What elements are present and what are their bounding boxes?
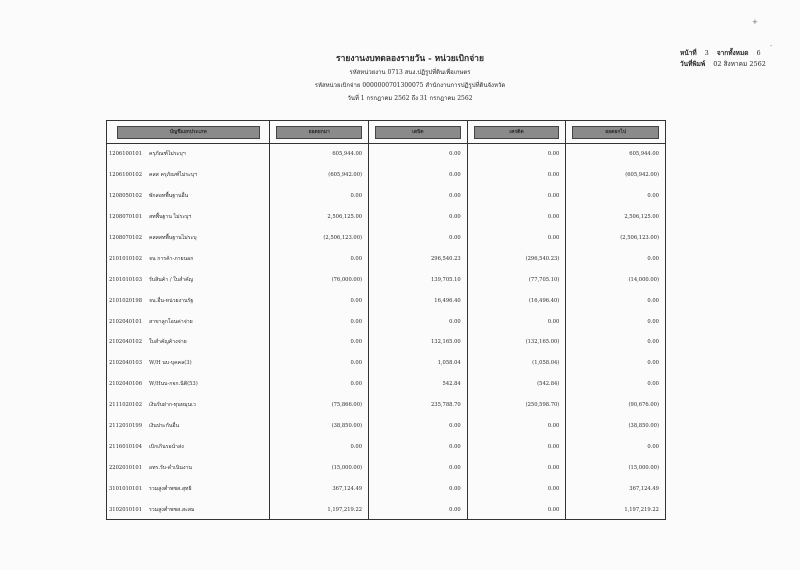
agency-line: รหัสหน่วยงาน 0713 สนง.ปฏิรูปที่ดินเพื่อเกษตร xyxy=(349,69,471,76)
account-name: คสส ครุภัณฑ์ไม่ระบุฯ xyxy=(149,172,198,179)
account-code: 1206100101 xyxy=(109,151,143,158)
amount-cell: (2,506,123.00) xyxy=(323,235,363,241)
amount-cell: 0.00 xyxy=(547,235,560,241)
amount-cell: 0.00 xyxy=(647,381,659,388)
account-name: เงินรับฝาก-ทุนหมุนเว xyxy=(149,402,196,409)
amount-cell: 1,197,219.22 xyxy=(624,506,659,513)
amount-cell: 605,944.00 xyxy=(332,151,363,158)
amount-cell: (250,598.70) xyxy=(525,402,560,409)
account-code: 2101020198 xyxy=(109,297,143,304)
amount-cell: 0.00 xyxy=(547,443,560,450)
account-code: 1208050102 xyxy=(109,193,143,200)
amount-cell: (77,705.10) xyxy=(528,276,560,283)
table-row xyxy=(107,353,269,374)
amount-cell: 0.00 xyxy=(547,506,560,513)
amount-cell: (16,496.40) xyxy=(528,297,560,304)
table-row xyxy=(107,207,269,228)
amount-cell: 0.00 xyxy=(547,464,560,471)
amount-cell: 0.00 xyxy=(449,443,461,450)
header-debit: เดบิต xyxy=(375,126,461,139)
amount-cell: 132,165.00 xyxy=(430,339,461,346)
amount-cell: 0.00 xyxy=(449,235,461,241)
amount-cell: 0.00 xyxy=(449,172,461,179)
amount-cell: 0.00 xyxy=(449,151,461,158)
amount-cell: 542.84 xyxy=(442,381,461,388)
account-code: 1208070101 xyxy=(109,214,143,221)
amount-cell: (75,866.00) xyxy=(331,402,363,409)
amount-cell: 0.00 xyxy=(449,193,461,200)
table-row xyxy=(107,269,269,290)
unit-line: รหัสหน่วยเบิกจ่าย 0000000701300075 สำนักงานการปฏิรูปที่ดินจังหวัด xyxy=(314,82,506,89)
debit-column xyxy=(369,144,468,520)
table-row xyxy=(107,228,269,249)
page-info xyxy=(680,48,766,70)
side-mark: - xyxy=(770,42,773,50)
amount-cell: 367,124.49 xyxy=(629,485,659,492)
table-row xyxy=(107,186,269,207)
account-name: พักสอทพื้นฐานอื่น xyxy=(149,193,189,200)
account-code: 2101010102 xyxy=(109,255,143,262)
account-name: ครุภัณฑ์ไม่ระบุฯ xyxy=(149,151,186,158)
amount-cell: 1,058.04 xyxy=(437,360,461,367)
account-code: 2202010101 xyxy=(109,464,143,471)
amount-cell: (132,165.00) xyxy=(525,339,560,346)
amount-cell: 0.00 xyxy=(449,464,461,471)
amount-cell: 0.00 xyxy=(350,297,363,304)
account-name: รวมสูงต่ำพชส.สะสม xyxy=(149,506,195,513)
table-row xyxy=(107,499,269,520)
table-row xyxy=(107,457,269,478)
account-column xyxy=(107,144,270,520)
account-name: W/Hนบ-กจก.นิติ(53) xyxy=(149,381,198,388)
amount-cell: (2,506,123.00) xyxy=(620,235,659,241)
amount-cell: 0.00 xyxy=(647,443,659,450)
table-row xyxy=(107,416,269,437)
trial-balance-table xyxy=(106,120,666,520)
credit-column xyxy=(468,144,567,520)
amount-cell: (1,058.04) xyxy=(532,360,560,367)
account-code: 1206100102 xyxy=(109,172,143,179)
page-label: หน้าที่ xyxy=(680,49,697,57)
account-code: 2102040103 xyxy=(109,360,143,367)
amount-cell: 0.00 xyxy=(350,339,363,346)
table-header xyxy=(107,121,665,144)
amount-cell: 0.00 xyxy=(449,318,461,325)
account-name: สาขาลูกโอนค่าจ่าย xyxy=(149,318,193,325)
amount-cell: 139,705.10 xyxy=(430,276,461,283)
table-row xyxy=(107,248,269,269)
amount-cell: 296,540.23 xyxy=(430,255,461,262)
table-row xyxy=(107,395,269,416)
account-code: 2102040101 xyxy=(109,318,143,325)
amount-cell: 0.00 xyxy=(350,381,363,388)
account-code: 2102040102 xyxy=(109,339,143,346)
amount-cell: 0.00 xyxy=(449,506,461,513)
table-row xyxy=(107,165,269,186)
amount-cell: 16,496.40 xyxy=(434,297,461,304)
amount-cell: 0.00 xyxy=(350,443,363,450)
amount-cell: 2,506,125.00 xyxy=(327,214,363,221)
report-header xyxy=(220,52,600,105)
table-row xyxy=(107,144,269,165)
date-range: วันที่ 1 กรกฎาคม 2562 ถึง 31 กรกฎาคม 2562 xyxy=(347,95,473,102)
amount-cell: 0.00 xyxy=(647,255,659,262)
account-code: 2111020102 xyxy=(109,402,143,409)
table-body xyxy=(107,144,665,520)
amount-cell: (605,942.00) xyxy=(625,172,659,179)
table-row xyxy=(107,290,269,311)
account-code: 1208070102 xyxy=(109,235,143,241)
header-closing: ยอดยกไป xyxy=(572,126,659,139)
account-name: เงินประกันอื่น xyxy=(149,423,180,430)
amount-cell: (15,000.00) xyxy=(628,464,659,471)
account-name: W/H นบ-บุคคล(3) xyxy=(149,360,192,367)
page-number: 3 xyxy=(704,49,709,57)
account-name: อทร.รับ-ดำเนินงาน xyxy=(149,464,192,471)
amount-cell: 2,506,125.00 xyxy=(624,214,659,221)
account-name: เบิกเกินรอนำส่ง xyxy=(149,443,184,450)
account-code: 2101010103 xyxy=(109,276,143,283)
amount-cell: 0.00 xyxy=(449,214,461,221)
print-date-label: วันที่พิมพ์ xyxy=(680,60,706,68)
amount-cell: 235,788.70 xyxy=(430,402,461,409)
header-opening: ยอดยกมา xyxy=(276,126,362,139)
account-name: สทพื้นฐาน ไม่ระบุฯ xyxy=(149,214,192,221)
header-credit: เครดิต xyxy=(474,126,560,139)
amount-cell: 0.00 xyxy=(547,318,560,325)
amount-cell: 0.00 xyxy=(547,214,560,221)
amount-cell: (542.84) xyxy=(537,381,560,388)
amount-cell: 0.00 xyxy=(350,193,363,200)
amount-cell: 0.00 xyxy=(547,485,560,492)
account-name: คสสสทพื้นฐานไม่ระบุ xyxy=(149,235,197,241)
amount-cell: (296,540.23) xyxy=(525,255,560,262)
amount-cell: 0.00 xyxy=(547,193,560,200)
table-row xyxy=(107,374,269,395)
amount-cell: 0.00 xyxy=(350,255,363,262)
header-account: บัญชีแยกประเภท xyxy=(117,126,260,139)
amount-cell: (15,000.00) xyxy=(331,464,363,471)
report-title: รายงานงบทดลองรายวัน - หน่วยเบิกจ่าย xyxy=(336,54,484,64)
table-row xyxy=(107,478,269,499)
amount-cell: 0.00 xyxy=(547,151,560,158)
account-code: 2102040106 xyxy=(109,381,143,388)
opening-column xyxy=(270,144,369,520)
closing-column xyxy=(566,144,665,520)
account-name: จน การค้า-ภายนอก xyxy=(149,255,194,262)
of-label: จากทั้งหมด xyxy=(716,49,749,57)
amount-cell: 0.00 xyxy=(547,423,560,430)
corner-mark: + xyxy=(752,18,758,26)
total-pages: 6 xyxy=(756,49,761,57)
amount-cell: (38,850.00) xyxy=(628,423,659,430)
account-name: รวมสูงต่ำพชส.สุทธิ xyxy=(149,485,192,492)
table-row xyxy=(107,436,269,457)
amount-cell: 605,944.00 xyxy=(629,151,659,158)
amount-cell: 0.00 xyxy=(350,360,363,367)
amount-cell: 0.00 xyxy=(449,423,461,430)
account-name: ใบสำคัญค้างจ่าย xyxy=(149,339,187,346)
table-row xyxy=(107,332,269,353)
amount-cell: 0.00 xyxy=(647,297,659,304)
amount-cell: (90,676.00) xyxy=(628,402,659,409)
amount-cell: 0.00 xyxy=(647,318,659,325)
amount-cell: (38,850.00) xyxy=(331,423,363,430)
amount-cell: (605,942.00) xyxy=(328,172,363,179)
amount-cell: 367,124.49 xyxy=(332,485,363,492)
print-date: 02 สิงหาคม 2562 xyxy=(713,60,766,68)
account-name: รับสินค้า / ใบสำคัญ xyxy=(149,276,194,283)
account-code: 3102010101 xyxy=(109,506,143,513)
table-row xyxy=(107,311,269,332)
amount-cell: 0.00 xyxy=(350,318,363,325)
amount-cell: 0.00 xyxy=(449,485,461,492)
account-code: 2116010104 xyxy=(109,443,143,450)
amount-cell: 0.00 xyxy=(647,193,659,200)
amount-cell: 0.00 xyxy=(547,172,560,179)
amount-cell: (76,000.00) xyxy=(331,276,363,283)
account-code: 2112010199 xyxy=(109,423,143,430)
amount-cell: 0.00 xyxy=(647,360,659,367)
amount-cell: 0.00 xyxy=(647,339,659,346)
account-name: จน.อื่น-หน่วยงานรัฐ xyxy=(149,297,194,304)
amount-cell: (14,000.00) xyxy=(628,276,659,283)
account-code: 3101010101 xyxy=(109,485,143,492)
amount-cell: 1,197,219.22 xyxy=(327,506,363,513)
